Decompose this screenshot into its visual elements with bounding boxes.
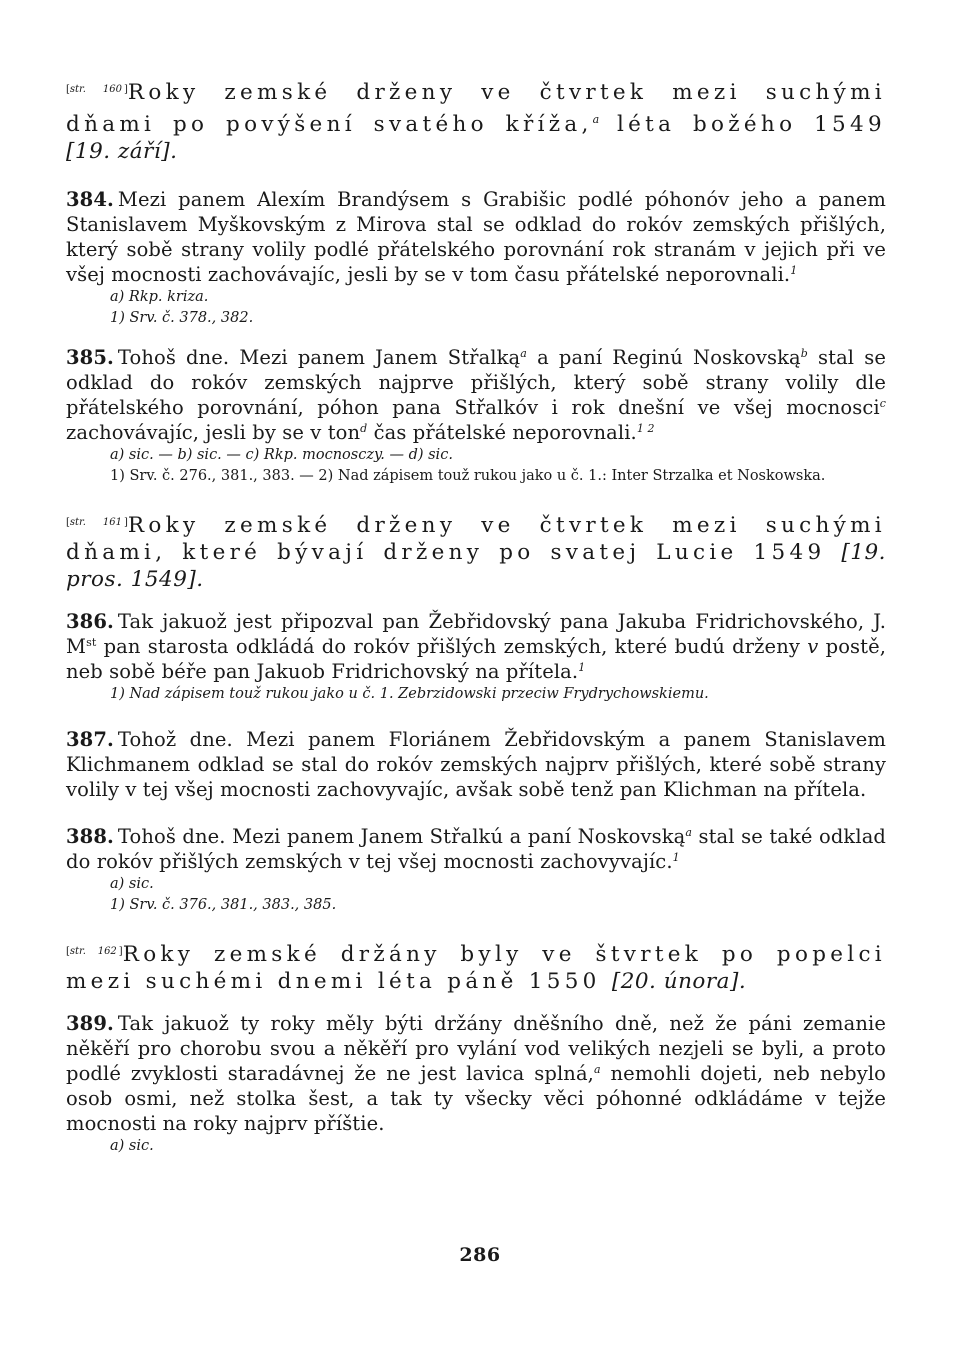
entry-384: 384. Mezi panem Alexím Brandýsem s Grabišic podlé póhonóv jeho a panem Stanislavem Myškovským z Mirova stal se odklad do rokóv zemských přišlých, který sobě strany volily podlé přátelského porovnání rok stranám v jejich při ve všej mocnosti zachovávajíc, jesli by se v tom času přátelské neporovnali.$^1$: [66, 188, 886, 287]
footnote-ref: 1: [790, 264, 798, 278]
section-heading-2: $^{[str. 161}$ ]Roky zemské drženy ve čtvrtek mezi suchými dňami, které bývají drženy po svatej Lucie 1549 [19. pros. 1549].: [66, 513, 886, 593]
document-page: [66, 76, 886, 1157]
footnotes-386: 1) Nad zápisem touž rukou jako u č. 1. Zebrzidowski przeciw Frydrychowskiemu.: [110, 686, 709, 703]
entry-number: 388.: [66, 825, 114, 849]
page-ref: str. 162: [69, 946, 117, 958]
entry-389: 389. Tak jakuož ty roky měly býti držány dněšního dně, než že páni zemanie někěří pro chorobu svou a někěří pro vylání vod velikých nezjeli se byli, a proto podlé zvyklosti staradávnej že ne jest lavica splná,$^a$ nemohli dojeti, neb nebylo osob osmi, než stolka šest, a tak ty všecky věci póhonné odkládáme v tejže mocnosti na roky najprv příštie.: [66, 1012, 886, 1136]
note-mark: a: [592, 113, 600, 126]
entry-388: 388. Tohoš dne. Mezi panem Janem Střalkú a paní Noskovską$^a$ stal se také odklad do rokóv přišlých zemských v tej všej mocnosti zachovyvajíc.$^1$: [66, 825, 886, 874]
entry-number: 387.: [66, 728, 114, 752]
section-heading-1: $^{[str. 160}$ ]Roky zemské drženy ve čtvrtek mezi suchými dňami po povýšení svatého kříža,$^a$ léta božého 1549 [19. září].: [66, 80, 886, 165]
footnote-ref: 1: [672, 851, 680, 865]
heading-date: [19. září].: [66, 139, 178, 165]
entry-387: 387. Tohož dne. Mezi panem Floriánem Žebřidovským a panem Stanislavem Klichmanem odklad se stal do rokóv zemských najprv přišlých, které sobě strany volily v tej všej mocnosti zachovyvajíc, avšak sobě tenž pan Klichman na přítela.: [66, 728, 886, 802]
footnotes-389: a) sic.: [110, 1138, 154, 1155]
footnote-ref: 1 2: [636, 422, 655, 436]
footnotes-388: a) sic. 1) Srv. č. 376., 381., 383., 385.: [110, 876, 337, 914]
entry-number: 386.: [66, 610, 114, 634]
entry-385: 385. Tohoš dne. Mezi panem Janem Střalką$^a$ a paní Reginú Noskovską$^b$ stal se odklad do rokóv zemských najprve přišlých, který sobě strany volily dle přátelského porovnání, póhon pana Střalkóv i rok dnešní ve všej mocnosci$^c$ zachovávajíc, jesli by se v ton$^d$ čas přátelské neporovnali.$^{1 2}$: [66, 346, 886, 445]
heading-date: [20. února].: [611, 969, 747, 995]
page-number: 286: [459, 1244, 501, 1266]
entry-386: 386. Tak jakuož jest připozval pan Žebřidovský pana Jakuba Fridrichovského, J. Mst pan starosta odkládá do rokóv přišlých zemských, které budú drženy v postě, neb sobě béře pan Jakuob Fridrichovský na přítela.$^1$: [66, 610, 887, 684]
section-heading-3: $^{[str. 162}$ ]Roky zemské držány byly ve štvrtek po popelci mezi suchémi dnemi léta páně 1550 [20. února].: [66, 942, 886, 995]
entry-number: 385.: [66, 346, 114, 370]
footnotes-385: a) sic. — b) sic. — c) Rkp. mocnosczy. — d) sic. 1) Srv. č. 276., 381., 383. — 2) Nad zápisem touž rukou jako u č. 1.: Inter Strzalka et Noskowska.: [110, 447, 826, 485]
entry-number: 384.: [66, 188, 114, 212]
heading-date: [19. pros. 1549].: [66, 540, 886, 593]
page-ref: str. 160: [69, 84, 123, 95]
page-ref: str. 161: [69, 517, 123, 529]
footnote-ref: 1: [578, 661, 586, 675]
entry-number: 389.: [66, 1012, 114, 1036]
footnotes-384: a) Rkp. kriza. 1) Srv. č. 378., 382.: [110, 289, 254, 327]
